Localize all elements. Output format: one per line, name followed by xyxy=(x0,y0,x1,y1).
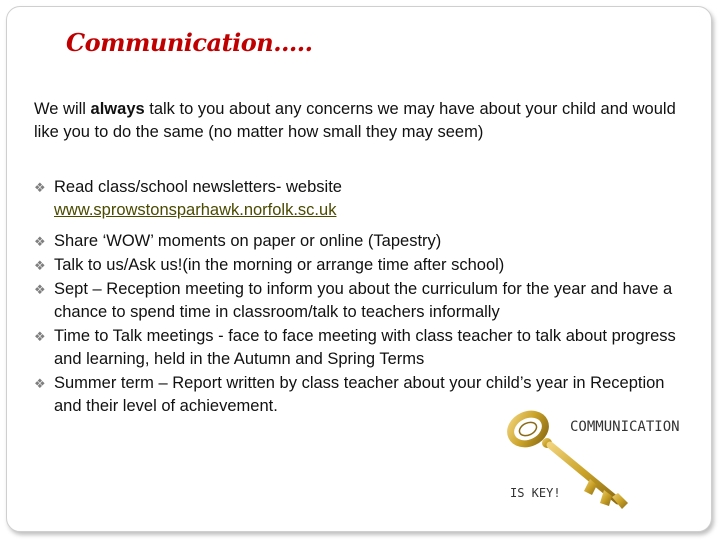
list-item xyxy=(34,254,684,277)
intro-paragraph xyxy=(34,98,694,144)
bullet-icon: ❖ xyxy=(34,258,46,273)
bullet-text: Share ‘WOW’ moments on paper or online (Tapestry) xyxy=(54,232,442,250)
list-item xyxy=(34,230,684,253)
bullet-text: Read class/school newsletters- website xyxy=(54,178,342,196)
list-item xyxy=(34,278,684,324)
intro-pre: We will xyxy=(34,100,91,118)
key-image xyxy=(500,405,700,530)
intro-post: talk to you about any concerns we may have about your child and would like you to do the same (no matter how small they may seem) xyxy=(34,100,676,141)
bullet-icon: ❖ xyxy=(34,180,46,195)
bullet-text: Summer term – Report written by class teacher about your child’s year in Reception and their level of achievement. xyxy=(54,374,665,415)
key-caption-line2: IS KEY! xyxy=(510,486,561,500)
list-item xyxy=(34,176,684,222)
bullet-icon: ❖ xyxy=(34,234,46,249)
list-item xyxy=(34,325,684,371)
bullet-text: Talk to us/Ask us!(in the morning or arrange time after school) xyxy=(54,256,505,274)
page-title: Communication….. xyxy=(66,28,313,57)
bullet-icon: ❖ xyxy=(34,376,46,391)
bullet-icon: ❖ xyxy=(34,329,46,344)
bullet-icon: ❖ xyxy=(34,282,46,297)
bullet-list xyxy=(34,176,684,419)
intro-emphasis: always xyxy=(90,100,145,118)
key-caption-line1: COMMUNICATION xyxy=(570,419,680,435)
bullet-text: Time to Talk meetings - face to face meeting with class teacher to talk about progress and learning, held in the Autumn and Spring Terms xyxy=(54,327,676,368)
website-link[interactable]: www.sprowstonsparhawk.norfolk.sc.uk xyxy=(54,201,337,219)
bullet-text: Sept – Reception meeting to inform you about the curriculum for the year and have a chance to spend time in classroom/talk to teachers informally xyxy=(54,280,673,321)
